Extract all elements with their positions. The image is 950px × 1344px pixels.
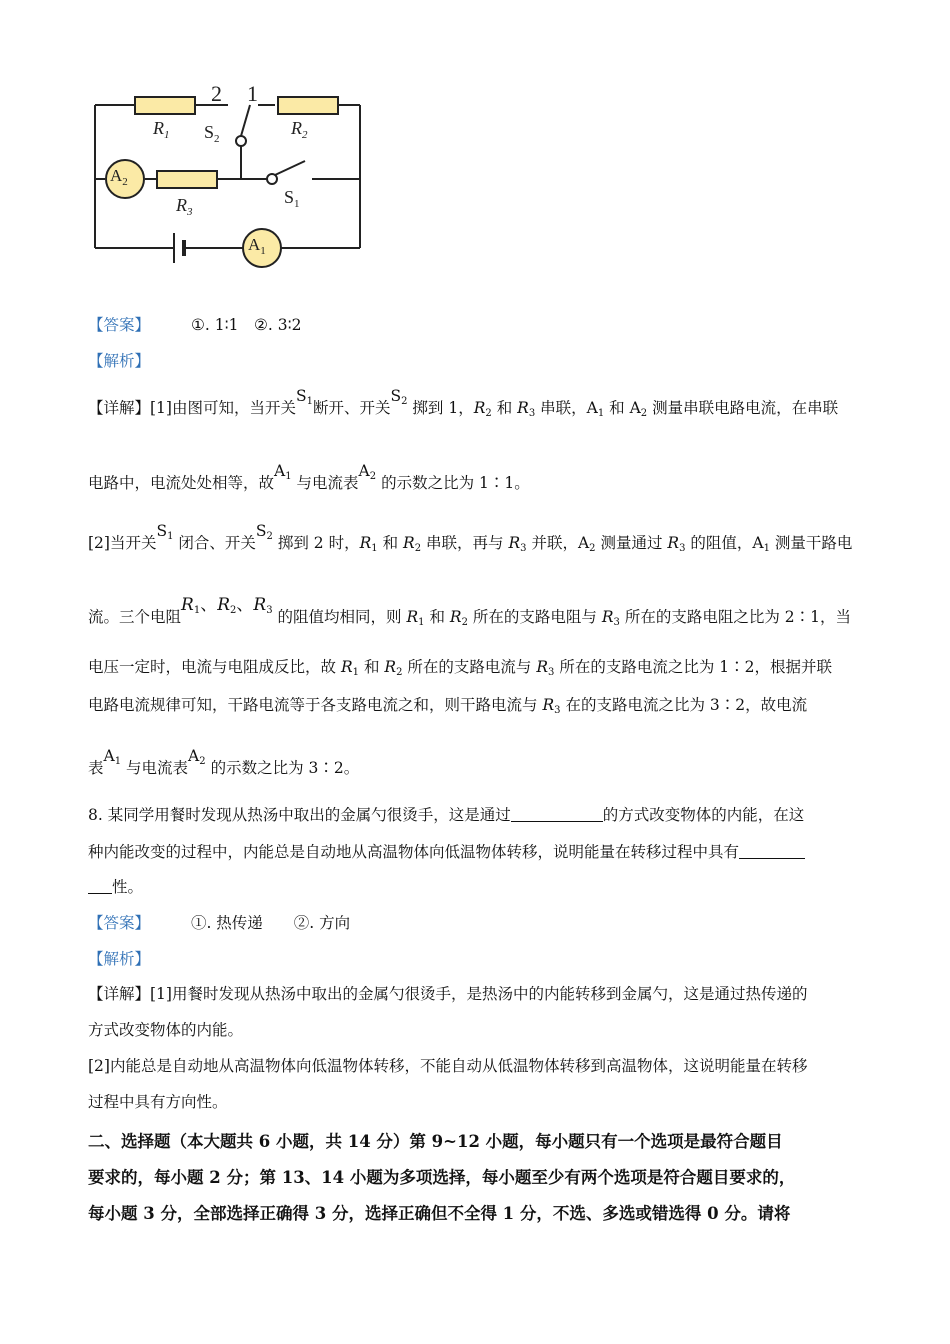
label-a2: $A_2$ bbox=[110, 166, 128, 188]
q7-detail-line-3: [2]当开关$S_1$ 闭合、开关$S_2$ 掷到 2 时，$R_1$ 和 $R_2$ 串联，再与 $R_3$ 并联，$A_2$ 测量通过 $R_3$ 的阻值，$A_1$ 测量干路电 bbox=[88, 522, 853, 554]
resistor-r1 bbox=[135, 97, 195, 114]
label-r2: $R_2$ bbox=[291, 118, 308, 141]
section2-line-2: 要求的，每小题 2 分；第 13、14 小题为多项选择，每小题至少有两个选项是符合题目要求的， bbox=[88, 1168, 796, 1187]
answer-tag: 【答案】 bbox=[88, 914, 151, 932]
label-position-1: 1 bbox=[247, 81, 258, 106]
answer-tag: 【答案】 bbox=[88, 316, 151, 334]
answer-blank-2-cont bbox=[88, 877, 112, 894]
q8-question-line-3: 性。 bbox=[88, 877, 143, 897]
switch-s1-pivot bbox=[267, 174, 277, 184]
q8-answer bbox=[88, 913, 350, 933]
label-r1: $R_1$ bbox=[153, 118, 170, 141]
label-position-2: 2 bbox=[211, 81, 222, 106]
q8-detail-line-4: 过程中具有方向性。 bbox=[88, 1093, 228, 1111]
q8-question-line-1: 8. 某同学用餐时发现从热汤中取出的金属勺很烫手，这是通过 的方式改变物体的内能，在这 bbox=[88, 806, 805, 824]
q7-detail-line-6: 电路电流规律可知，干路电流等于各支路电流之和，则干路电流与 $R_3$ 在的支路电流之比为 3∶2，故电流 bbox=[88, 696, 808, 716]
q7-detail-line-4: 流。三个电阻$R_1$、$R_2$、$R_3$ 的阻值均相同，则 $R_1$ 和 $R_2$ 所在的支路电阻与 $R_3$ 所在的支路电阻之比为 2∶1，当 bbox=[88, 595, 851, 628]
resistor-r2 bbox=[278, 97, 338, 114]
section2-line-3: 每小题 3 分，全部选择正确得 3 分，选择正确但不全得 1 分，不选、多选或错选得 0 分。请将 bbox=[88, 1204, 791, 1223]
q8-detail-line-1: 【详解】[1]用餐时发现从热汤中取出的金属勺很烫手，是热汤中的内能转移到金属勺，这是通过热传递的 bbox=[88, 985, 808, 1003]
switch-s2-pivot bbox=[236, 136, 246, 146]
label-s2: $S_2$ bbox=[204, 122, 220, 145]
resistor-r3 bbox=[157, 171, 217, 188]
q7-detail-line-2: 电路中，电流处处相等，故$A_1$ 与电流表$A_2$ 的示数之比为 1∶1。 bbox=[88, 462, 530, 492]
q7-answer bbox=[88, 315, 301, 335]
label-r3: $R_3$ bbox=[176, 195, 193, 218]
q8-analysis-tag: 【解析】 bbox=[88, 950, 151, 968]
q8-detail-line-2: 方式改变物体的内能。 bbox=[88, 1021, 244, 1039]
label-s1: $S_1$ bbox=[284, 187, 300, 210]
answer-text: ①. 热传递 ②. 方向 bbox=[190, 914, 351, 932]
q8-detail-line-3: [2]内能总是自动地从高温物体向低温物体转移，不能自动从低温物体转移到高温物体，这说明能量在转移 bbox=[88, 1057, 808, 1075]
section2-line-1: 二、选择题（本大题共 6 小题，共 14 分）第 9~12 小题，每小题只有一个选项是最符合题目 bbox=[88, 1132, 783, 1151]
label-a1: $A_1$ bbox=[248, 235, 266, 257]
answer-blank-2 bbox=[739, 842, 805, 859]
answer-blank-1 bbox=[511, 805, 603, 822]
q7-detail-line-7: 表$A_1$ 与电流表$A_2$ 的示数之比为 3∶2。 bbox=[88, 747, 360, 777]
q7-detail-line-1: 【详解】[1]由图可知，当开关$S_1$断开、开关$S_2$ 掷到 1，$R_2$ 和 $R_3$ 串联，$A_1$ 和 $A_2$ 测量串联电路电流，在串联 bbox=[88, 387, 839, 419]
q8-question-line-2: 种内能改变的过程中，内能总是自动地从高温物体向低温物体转移，说明能量在转移过程中具有 bbox=[88, 842, 805, 862]
q7-detail-line-5: 电压一定时，电流与电阻成反比，故 $R_1$ 和 $R_2$ 所在的支路电流与 $R_3$ 所在的支路电流之比为 1∶2，根据并联 bbox=[88, 658, 832, 678]
answer-text: ①. 1∶1 ②. 3∶2 bbox=[190, 316, 302, 334]
q7-analysis-tag: 【解析】 bbox=[88, 352, 151, 370]
